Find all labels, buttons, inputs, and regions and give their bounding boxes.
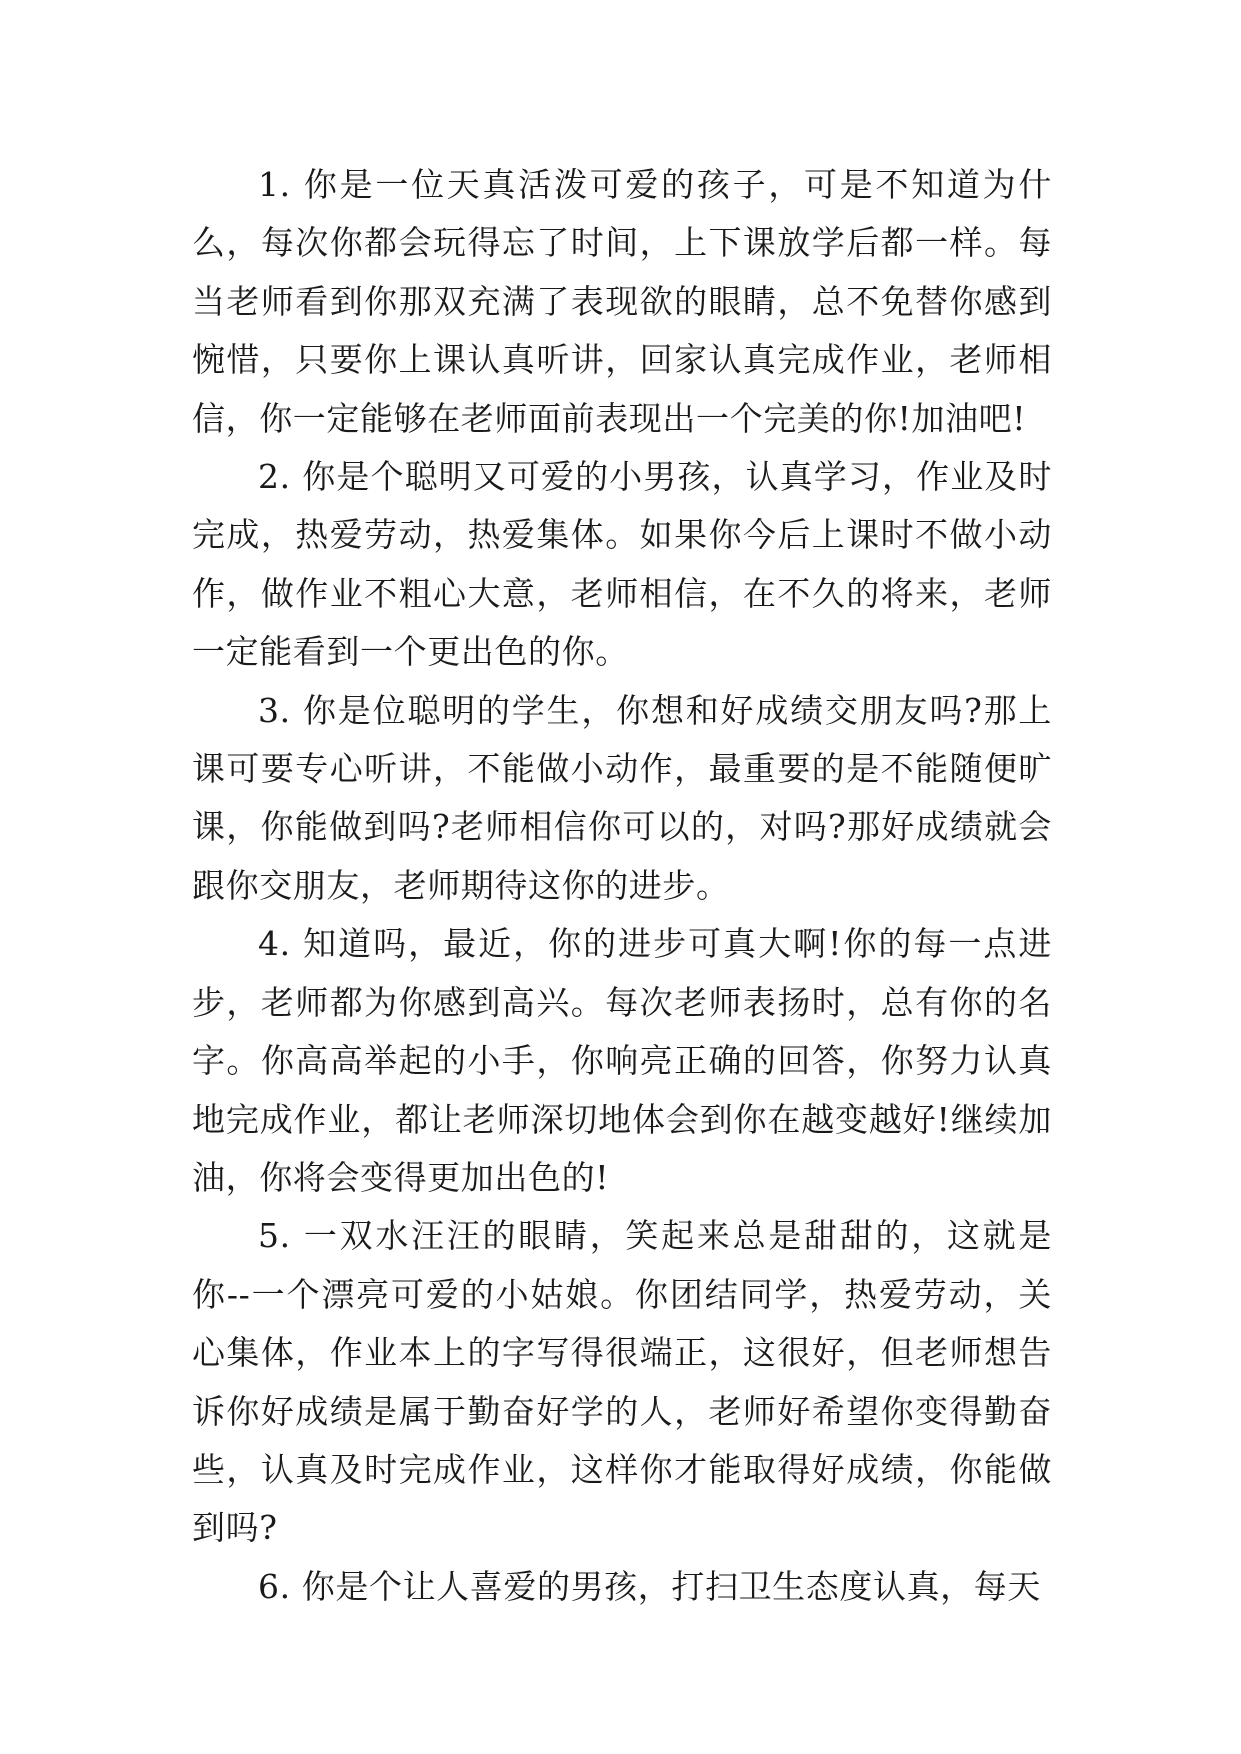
comment-paragraph-3: 3. 你是位聪明的学生，你想和好成绩交朋友吗?那上课可要专心听讲，不能做小动作，最重要的是不能随便旷课，你能做到吗?老师相信你可以的，对吗?那好成绩就会跟你交朋友，老师期待这你的进步。 (192, 690, 1052, 905)
comment-paragraph-6: 6. 你是个让人喜爱的男孩，打扫卫生态度认真，每天 (258, 1566, 1041, 1606)
comment-paragraph-4: 4. 知道吗，最近，你的进步可真大啊!你的每一点进步，老师都为你感到高兴。每次老师表扬时，总有你的名字。你高高举起的小手，你响亮正确的回答，你努力认真地完成作业，都让老师深切地体会到你在越变越好!继续加油，你将会变得更加出色的! (192, 924, 1052, 1197)
document-body (192, 156, 1052, 1616)
comment-paragraph-2: 2. 你是个聪明又可爱的小男孩，认真学习，作业及时完成，热爱劳动，热爱集体。如果你今后上课时不做小动作，做作业不粗心大意，老师相信，在不久的将来，老师一定能看到一个更出色的你。 (192, 457, 1052, 672)
comment-paragraph-5: 5. 一双水汪汪的眼睛，笑起来总是甜甜的，这就是你--一个漂亮可爱的小姑娘。你团结同学，热爱劳动，关心集体，作业本上的字写得很端正，这很好，但老师想告诉你好成绩是属于勤奋好学的人，老师好希望你变得勤奋些，认真及时完成作业，这样你才能取得好成绩，你能做到吗? (192, 1216, 1052, 1548)
comment-paragraph-1: 1. 你是一位天真活泼可爱的孩子，可是不知道为什么，每次你都会玩得忘了时间，上下课放学后都一样。每当老师看到你那双充满了表现欲的眼睛，总不免替你感到惋惜，只要你上课认真听讲，回家认真完成作业，老师相信，你一定能够在老师面前表现出一个完美的你!加油吧! (192, 165, 1052, 438)
